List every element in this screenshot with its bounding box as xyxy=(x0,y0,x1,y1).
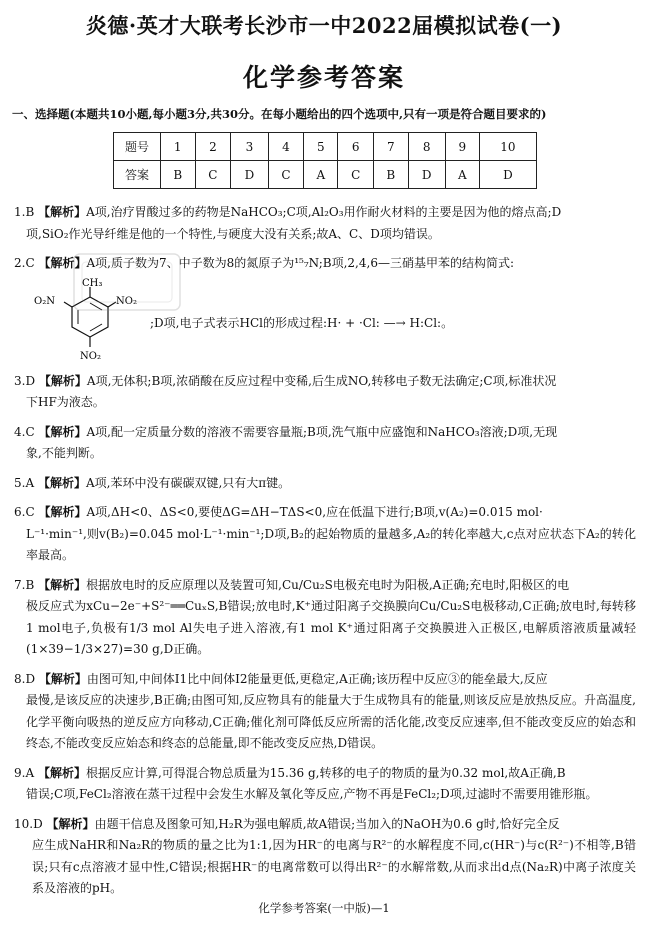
substituent-o2n: O₂N xyxy=(34,295,55,307)
item-number: 7.B xyxy=(14,577,35,592)
answer-table-number: 4 xyxy=(268,133,304,161)
analysis-tag: 【解析】 xyxy=(38,424,87,439)
answer-table-answer: D xyxy=(408,161,445,189)
item-number: 3.D xyxy=(14,373,36,388)
answer-table-number: 8 xyxy=(408,133,445,161)
answer-table-answer: B xyxy=(161,161,196,189)
answer-table-answer: C xyxy=(195,161,231,189)
answer-table-number: 7 xyxy=(374,133,409,161)
explanation-item-4 xyxy=(14,422,636,465)
explanation-item-8 xyxy=(14,669,636,755)
analysis-tag: 【解析】 xyxy=(38,373,87,388)
answer-table-row-numbers xyxy=(114,133,537,161)
answer-table-number: 6 xyxy=(338,133,374,161)
substituent-ch3: CH₃ xyxy=(82,277,103,289)
substituent-no2-bottom: NO₂ xyxy=(80,350,101,362)
item-number: 4.C xyxy=(14,424,35,439)
item-text: 由题干信息及图象可知,H₂R为强电解质,故A错误;当加入的NaOH为0.6 g时,恰好完全反 xyxy=(94,816,560,831)
answer-table-number: 2 xyxy=(195,133,231,161)
item-text-continued: 极反应式为xCu−2e⁻+S²⁻══CuₓS,B错误;放电时,K⁺通过阳离子交换膜向Cu/Cu₂S电极移动,C正确;放电时,每转移1 mol电子,负极有1/3 mol Al失电子进入溶液,有1 mol K⁺通过阳离子交换膜进入正极区,电解质溶液质量减轻(1×39−1/3×27)=30 g,D正确。 xyxy=(26,599,636,656)
explanation-item-3 xyxy=(14,371,636,414)
item-text-continued: 下HF为液态。 xyxy=(26,395,105,409)
item-number: 10.D xyxy=(14,816,43,831)
watermark-icon xyxy=(72,252,182,312)
item-text-continued: L⁻¹·min⁻¹,则v(B₂)=0.045 mol·L⁻¹·min⁻¹;D项,B₂的起始物质的量越多,A₂的转化率越大,c点对应状态下A₂的转化率最高。 xyxy=(26,526,636,562)
answer-table-answer: C xyxy=(268,161,304,189)
item-text-continued: 项,SiO₂作光导纤维是他的一个特性,与硬度大没有关系;故A、C、D项均错误。 xyxy=(26,226,440,241)
answer-table-number: 1 xyxy=(161,133,196,161)
explanation-item-9 xyxy=(14,763,636,806)
explanation-item-10 xyxy=(14,814,636,900)
answer-table-number: 5 xyxy=(304,133,338,161)
analysis-tag: 【解析】 xyxy=(38,671,87,686)
item-text: A项,ΔH<0、ΔS<0,要使ΔG=ΔH−TΔS<0,应在低温下进行;B项,v(A₂)=0.015 mol· xyxy=(86,505,543,519)
explanation-item-6 xyxy=(14,502,636,567)
answer-table-answer: D xyxy=(231,161,268,189)
exam-title: 炎德·英才大联考长沙市一中2022届模拟试卷(一) xyxy=(85,13,563,38)
item-number: 1.B xyxy=(14,205,35,219)
answer-table-row-answers xyxy=(114,161,537,189)
answer-table-answer: A xyxy=(304,161,338,189)
explanation-item-7 xyxy=(14,575,636,661)
section-heading: 一、选择题(本题共10小题,每小题3分,共30分。在每小题给出的四个选项中,只有一项是符合题目要求的) xyxy=(12,107,547,121)
page-subtitle: 化学参考答案 xyxy=(242,63,405,92)
item-text: 根据放电时的反应原理以及装置可知,Cu/Cu₂S电极充电时为阳极,A正确;充电时,阳极区的电 xyxy=(86,577,570,592)
item-number: 9.A xyxy=(14,765,35,780)
item-text: 由图可知,中间体I1比中间体I2能量更低,更稳定,A正确;该历程中反应③的能垒最大,反应 xyxy=(86,671,548,686)
item-text: A项,苯环中没有碳碳双键,只有大π键。 xyxy=(85,475,291,490)
answer-table-label-number: 题号 xyxy=(114,133,161,161)
answer-table-number: 10 xyxy=(479,133,536,161)
answer-table-number: 9 xyxy=(445,133,479,161)
answer-table xyxy=(113,132,537,189)
item-number: 2.C xyxy=(14,256,35,270)
answer-table-label-answer: 答案 xyxy=(114,161,161,189)
answer-table-number: 3 xyxy=(231,133,268,161)
item-number: 8.D xyxy=(14,671,36,686)
item-text: 根据反应计算,可得混合物总质量为15.36 g,转移的电子的物质的量为0.32 mol,故A正确,B xyxy=(85,765,566,780)
item-text-continued: 最慢,是该反应的决速步,B正确;由图可知,反应物具有的能量大于生成物具有的能量,则该反应是放热反应。升高温度,化学平衡向吸热的逆反应方向移动,C正确;催化剂可降低反应所需的活化能,改变反应速率,但不能改变反应的始态和终态,不能改变反应始态和终态的总能量,即不能改变反应热,D错误。 xyxy=(26,693,636,750)
analysis-tag: 【解析】 xyxy=(38,505,87,519)
answer-table-answer: D xyxy=(479,161,536,189)
page-footer: 化学参考答案(一中版)—1 xyxy=(258,901,390,915)
analysis-tag: 【解析】 xyxy=(38,205,87,219)
item-text-continued: ;D项,电子式表示HCl的形成过程:H· + ·Cl: —→ H:Cl:。 xyxy=(150,315,454,330)
item-text: A项,无体积;B项,浓硝酸在反应过程中变稀,后生成NO,转移电子数无法确定;C项,标准状况 xyxy=(86,373,557,388)
explanation-item-1 xyxy=(14,202,636,245)
item-text-continued: 象,不能判断。 xyxy=(26,446,102,460)
explanation-item-5 xyxy=(14,473,636,495)
analysis-tag: 【解析】 xyxy=(37,475,86,490)
item-text-continued: 应生成NaHR和Na₂R的物质的量之比为1:1,因为HR⁻的电离与R²⁻的水解程度不同,c(HR⁻)与c(R²⁻)不相等,B错误;只有c点溶液才显中性,C错误;根据HR⁻的电离常数可以得出R²⁻的水解常数,从而求出d点(Na₂R)中离子浓度关系及溶液的pH。 xyxy=(32,838,636,895)
item-number: 6.C xyxy=(14,505,35,519)
item-text: A项,配一定质量分数的溶液不需要容量瓶;B项,洗气瓶中应盛饱和NaHCO₃溶液;D项,无现 xyxy=(86,424,558,439)
item-number: 5.A xyxy=(14,475,35,490)
analysis-tag: 【解析】 xyxy=(38,256,87,270)
item-text: A项,质子数为7、中子数为8的氮原子为¹⁵₇N;B项,2,4,6—三硝基甲苯的结构简式: xyxy=(86,256,514,270)
analysis-tag: 【解析】 xyxy=(37,765,86,780)
answer-table-answer: B xyxy=(374,161,409,189)
analysis-tag: 【解析】 xyxy=(38,577,87,592)
item-text-continued: 错误;C项,FeCl₂溶液在蒸干过程中会发生水解及氧化等反应,产物不再是FeCl₂;D项,过滤时不需要用锥形瓶。 xyxy=(26,787,598,801)
substituent-no2-right: NO₂ xyxy=(116,295,137,307)
answer-table-answer: C xyxy=(338,161,374,189)
answer-table-answer: A xyxy=(445,161,479,189)
analysis-tag: 【解析】 xyxy=(46,816,95,831)
item-text: A项,治疗胃酸过多的药物是NaHCO₃;C项,Al₂O₃用作耐火材料的主要是因为他的熔点高;D xyxy=(86,205,562,219)
